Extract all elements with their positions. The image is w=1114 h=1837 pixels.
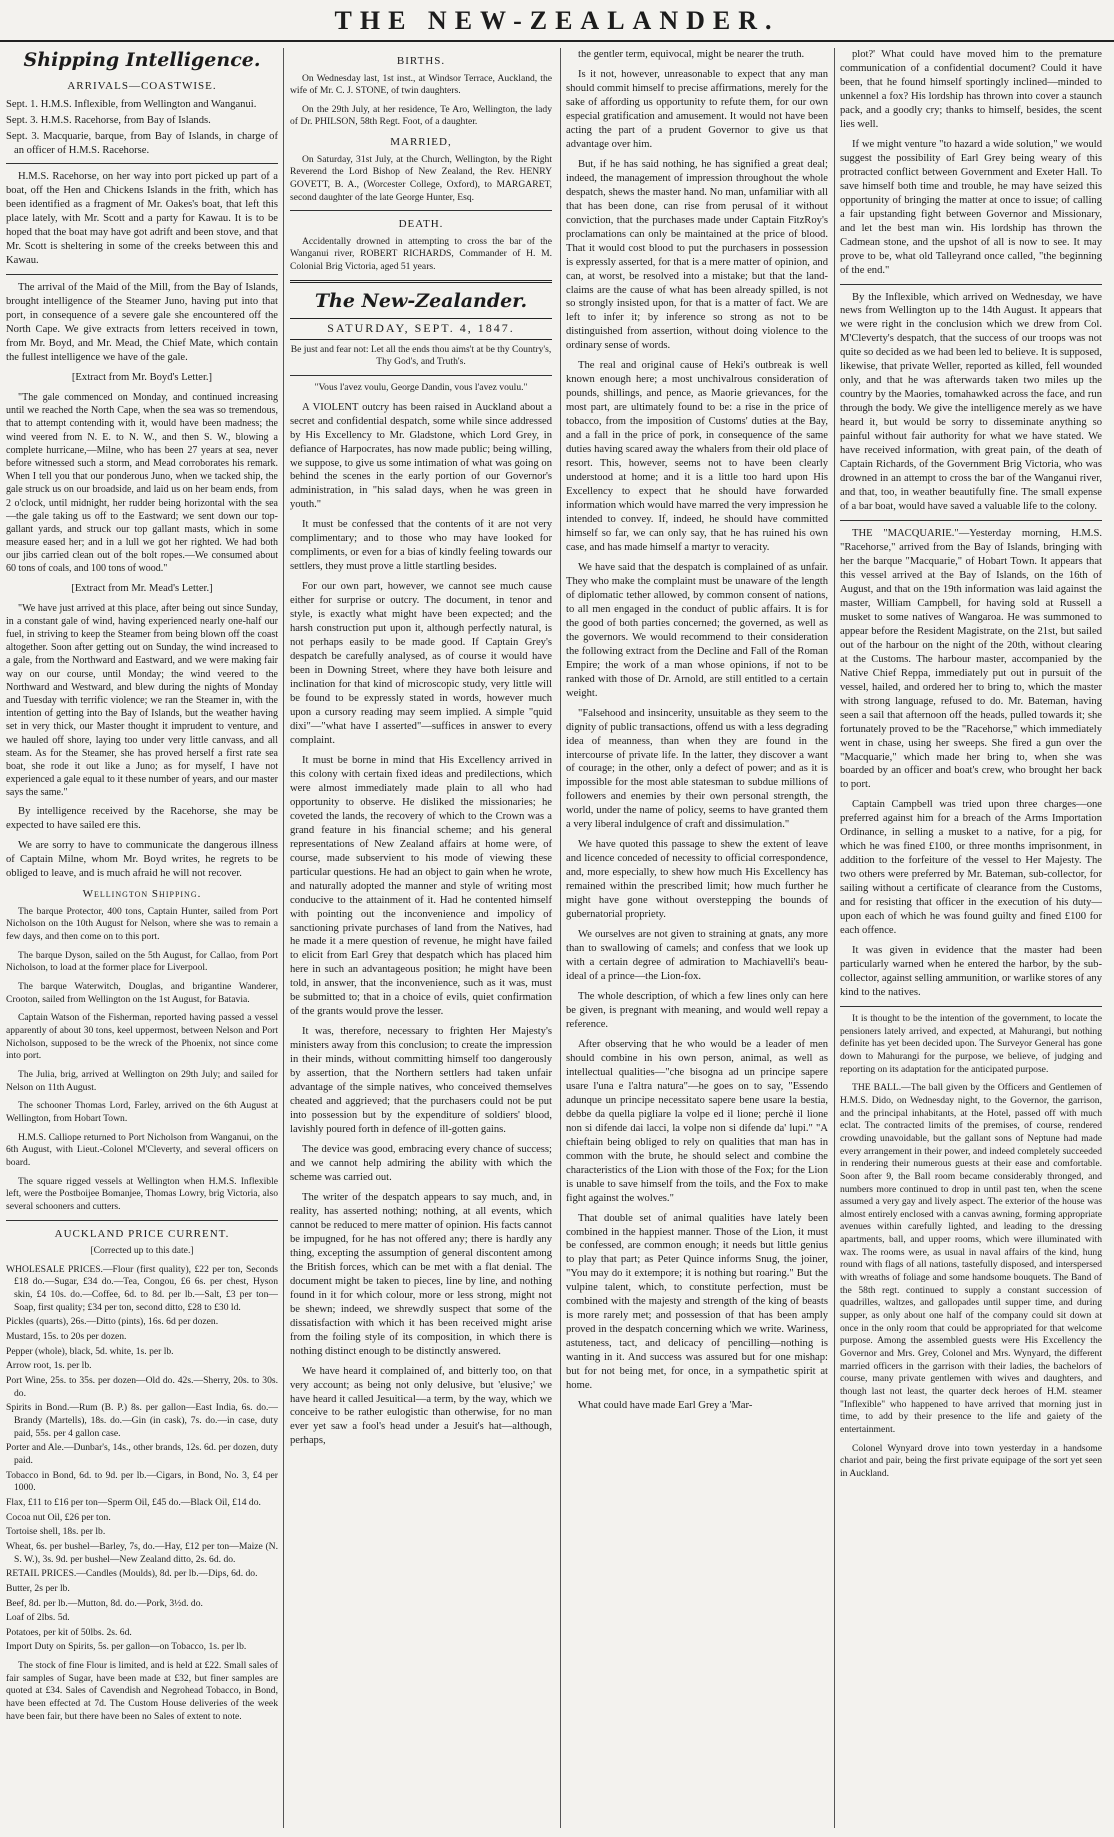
paragraph: The device was good, embracing every chance of success; and we cannot help admiring the ability with which the scheme was carried out. [290, 1144, 552, 1183]
divider [840, 284, 1102, 285]
column-2 [290, 48, 552, 1828]
list-item: Loaf of 2lbs. 5d. [6, 1612, 70, 1624]
paragraph: It must be confessed that the contents of it are not very complimentary; and to those who may have looked for compliments, or even for a bias of kindly feeling towards our settlers, they must prove a little startling besides. [290, 519, 552, 573]
paragraph: THE BALL.—The ball given by the Officers and Gentlemen of H.M.S. Dido, on Wednesday night, to the Governor, the garrison, and the principal inhabitants, at the Hotel, passed off with much eclat. The contracted limits of the premises, of course, rendered crowding unavoidable, but the gallant sons of Neptune had made every arrangement in their power, and indeed completely succeeded in rendering their numerous guests at their ease and comfortable. Soon after 9, the Ball room became considerably thronged, and numbers more continued to drop in until past ten, when the scene assumed a very gay and lively aspect. The exterior of the house was almost entirely enclosed with a canvas awning, forming appropriate avenues within carefully lighted, and leading to the dressing apartments, ball, and upper rooms, which were illuminated with wax. The rooms were, as usual in naval affairs of the kind, hung round with flags of all nations, tastefully disposed, and interspersed with wreaths of foliage and some handsome bouquets. The Band of the 58th regt. continued to supply a constant succession of quadrilles, waltzes, and gallopades until supper time, and during supper, as only about one half of the company could sit down at once in the only room that could be appropriated for that welcome purpose. Among the assembled guests were His Excellency the Governor and Mrs. Grey, Colonel and Mrs. Wynyard, the different married officers in the garrison with their ladies, the bachelors of course, many private gentlemen with wives and daughters, and though last not least, the quarter deck heroes of H.M. steamer "Inflexible" who happened to have arrived that morning just in time, to add by their presence to the life and gaiety of the entertainment. [840, 1082, 1102, 1435]
death-heading: DEATH. [398, 218, 444, 231]
paragraph: The Julia, brig, arrived at Wellington on 29th July; and sailed for Nelson on 11th August. [6, 1069, 278, 1093]
divider [290, 375, 552, 376]
divider [840, 520, 1102, 521]
list-item: Flax, £11 to £16 per ton—Sperm Oil, £45 do.—Black Oil, £14 do. [6, 1496, 261, 1508]
paragraph: We have said that the despatch is complained of as unfair. They who make the complaint must be unaware of the length of diplomatic tether allowed, by common consent of nations, to all men engaged in the conduct of public affairs. It is for the good of both parties concerned; the governed, as well as the governors. We would recommend to their consideration the following extract from the Decline and Fall of the Roman Empire; the work of a man whose opinions, if not to be ranked with those of Dr. Arnold, are still entitled to a certain weight. [566, 561, 828, 699]
list-item: Cocoa nut Oil, £26 per ton. [6, 1511, 111, 1523]
paragraph: We have heard it complained of, and bitterly too, on that very account; as being not only delusive, but 'elusive;' we have heard it called Jesuitical—a term, by the way, which we conceive to be rather eulogistic than otherwise, for no man ever yet saw a fool's head under a Jesuit's hat—although, perhaps, [290, 1365, 552, 1447]
list-item: Pickles (quarts), 26s.—Ditto (pints), 16s. 6d per dozen. [6, 1316, 219, 1328]
paragraph: It was, therefore, necessary to frighten Her Majesty's ministers away from this conclusion; to create the impression in their minds, without committing himself too dangerously by assertion, that the Northern settlers had taken unfair advantage of the simple natives, who conceived themselves cheated and aggrieved; that the purchasers could not be put into possession but by the expenditure of soldiers' blood, lavishly poured forth in defence of ill-gotten gains. [290, 1026, 552, 1136]
editorial-title: The New-Zealander. [314, 289, 528, 312]
price-current-heading: AUCKLAND PRICE CURRENT. [54, 1227, 230, 1240]
paragraph: Captain Campbell was tried upon three charges—one preferred against him for a breach of the Arms Importation Ordinance, in selling a musket to a native, for a pig, for which he was fined £100, or three months imprisonment, in addition to the forfeiture of the vessel to Her Majesty. The two others were preferred by Mr. Bateman, sub-collector, for sailing without a certificate of clearance from the Customs, and for resisting that officer in the execution of his duty—upon each of which he was found guilty and fined £100 for each offence. [840, 799, 1102, 937]
paragraph: The barque Protector, 400 tons, Captain Hunter, sailed from Port Nicholson on the 10th August for Nelson, where she was to remain a few days, and then come on to this port. [6, 905, 278, 943]
paragraph: By intelligence received by the Racehorse, she may be expected to have sailed ere this. [6, 806, 278, 832]
paragraph: The barque Waterwitch, Douglas, and brigantine Wanderer, Crooton, sailed from Wellington on the 1st August, for Batavia. [6, 981, 278, 1005]
list-item: Mustard, 15s. to 20s per dozen. [6, 1331, 127, 1343]
column-rule [560, 48, 561, 1828]
paragraph: A VIOLENT outcry has been raised in Auckland about a secret and confidential despatch, some while since addressed by His Excellency to Mr. Gladstone, which Lord Grey, in defiance of Harpocrates, has now made public; being willing, we suppose, to give us some intimation of what was going on behind the scenes in the early portion of our Governor's administration, in "his salad days, when he was green in youth." [290, 401, 552, 511]
list-item: Butter, 2s per lb. [6, 1582, 70, 1594]
list-item: WHOLESALE PRICES.—Flour (first quality), £22 per ton, Seconds £18 do.—Sugar, £34 do.—Tea, Congou, £6 6s. per chest, Hyson skin, £4 10s. do.—Coffee, 6d. to 8d. per lb.—Salt, £3 per ton—Soap, first quality; £34 per ton, second ditto, £28 to £30 ld. [6, 1263, 278, 1313]
paragraph: The schooner Thomas Lord, Farley, arrived on the 6th August at Wellington, from Hobart Town. [6, 1100, 278, 1124]
paragraph: On Wednesday last, 1st inst., at Windsor Terrace, Auckland, the wife of Mr. C. J. STONE, of twin daughters. [290, 72, 552, 97]
paragraph: Colonel Wynyard drove into town yesterday in a handsome chariot and pair, being the first private equipage of the sort yet seen in Auckland. [840, 1442, 1102, 1479]
list-item: Beef, 8d. per lb.—Mutton, 8d. do.—Pork, 3½d. do. [6, 1597, 203, 1609]
extract-heading: [Extract from Mr. Boyd's Letter.] [71, 372, 213, 384]
price-list [6, 1264, 278, 1654]
divider [6, 163, 278, 164]
paragraph: It is thought to be the intention of the government, to locate the pensioners lately arrived, and expected, at Mahurangi, but nothing definite has yet been decided upon. The Surveyor General has gone down to Mahurangi for the purpose, we believe, of judging and reporting on its adaptation for the anticipated purpose. [840, 1012, 1102, 1075]
motto: Be just and fear not: Let all the ends thou aims't at be thy Country's, Thy God's, and Truth's. [290, 343, 552, 368]
column-rule [834, 48, 835, 1828]
paragraph: The whole description, of which a few lines only can here be given, is pregnant with meaning, and would well repay a reference. [566, 991, 828, 1030]
paragraph: The real and original cause of Heki's outbreak is well known enough here; a most unchivalrous consideration of pounds, shillings, and pence, as Maorie grievances, for the most part, are ultimately found to be: a rise in the price of tobacco, from the imposition of Customs' duties at the Bay, and a fall in the price of pork, in consequence of the same duties having scared away the whalers from their old place of resort. This, however, seems not to have been clearly understood at home; and it is a little too hard upon His Excellency to expect that he should have forwarded information which would have marred the very impression he intended to convey. If, indeed, he should have committed himself so far, we can only say, that he has ruined his own case, and has made himself a martyr to veracity. [566, 360, 828, 553]
list-item: Sept. 3. H.M.S. Racehorse, from Bay of Islands. [6, 114, 211, 126]
list-item: Potatoes, per kit of 50lbs. 2s. 6d. [6, 1626, 132, 1638]
married-heading: MARRIED, [390, 136, 452, 149]
paragraph: On the 29th July, at her residence, Te Aro, Wellington, the lady of Dr. PHILSON, 58th Regt. Foot, of a daughter. [290, 103, 552, 128]
paragraph: The writer of the despatch appears to say much, and, in reality, has asserted nothing; nothing, at all events, which cannot be reduced to mere matter of opinion. His facts cannot be impugned, for he has not offered any; there is hardly any thing, excepting the assumption of general discontent among the British forces, which can be met with a flat denial. The document might be taken to pieces, line by line, and nothing found in it for which colour, more or less strong, might not be shewn; indeed, we shrewdly suspect that some of the dissatisfaction with which it has been received might arise from the foiling style of its composition, in which there is nothing distinct enough to be distinctly answered. [290, 1191, 552, 1357]
arrivals-list [6, 98, 278, 158]
list-item: Sept. 3. Macquarie, barque, from Bay of Islands, in charge of an officer of H.M.S. Racehorse. [6, 130, 278, 156]
list-item: Arrow root, 1s. per lb. [6, 1360, 92, 1372]
paragraph: the gentler term, equivocal, might be nearer the truth. [578, 49, 805, 60]
births-heading: BIRTHS. [396, 55, 446, 67]
paragraph: That double set of animal qualities have lately been combined in the happiest manner. Those of the Lion, it must be confessed, are common enough; it needs but little genius to play that part; as Peter Quince informs Snug, the joiner, "You may do it extempore; it is nothing but roaring." But the vulpine talent, which, to constitute perfection, must be combined with the majesty and strength of the king of beasts is more rarely met; and possession of that has been amply proved in the despatch concerning which we write. Wariness, astuteness, tact, and delicacy of pencilling—nothing is wanting in it. And success was assured but for one mishap: but for not being met, for once, in a sympathetic spirit at home. [566, 1212, 828, 1392]
column-3 [566, 48, 828, 1828]
paragraph: For our own part, however, we cannot see much cause either for surprise or outcry. The document, in tenor and style, is exactly what might have been expected; and the harsh construction put upon it, although perfectly natural, is not perhaps easily to be made good. If Captain Grey's despatch be carefully analysed, as of course it would have been in Downing Street, where they have both leisure and inclination for that kind of microscopic study, very little will be found to be expressly stated in words, however much upon a cursory reading may seem implied. A simple "quid dixi"—"what have I asserted"—suffices in answer to every complaint. [290, 581, 552, 746]
paragraph: What could have made Earl Grey a 'Mar- [578, 1400, 753, 1412]
paragraph: It must be borne in mind that His Excellency arrived in this colony with certain fixed ideas and predilections, which were almost immediately made plain to all who had opportunity to observe. He disliked the missionaries; he coveted the lands, the recovery of which to the Crown was a grand feature in his financial scheme; and his general representations of New Zealand affairs at home were, of course, made subservient to his mode of viewing these particular questions. He had an object to gain when he wrote, and naturally adopted the manner and style of writing most conducive to the attainment of it. Had he contented himself with pointing out the inconvenience and impolicy of sanctioning private purchases of land from the Natives, had he made it a mere question of revenue, he might have failed to elicit from Earl Grey that despatch which has placed him here in such an advantageous position; he might have been told, in answer, that the inconvenience, such as it was, must be submitted to; that in a choice of evils, quiet confirmation of the grants would prove the lesser. [290, 754, 552, 1018]
paragraph: But, if he has said nothing, he has signified a great deal; indeed, the management of impression throughout the whole despatch, shews the master hand. No man, unfamiliar with all that has been done, can rise from perusal of it without conviction, that the purchases made under Captain FitzRoy's proclamations can only be maintained at the price of blood. That it would cost blood to put the purchasers in possession is expressly asserted, for that is a mere matter of opinion, and can, at worst, be resolved into a mistake; but that the land-claims are the cause of what has been already spilled, is not so strongly insisted upon, for that is a matter of fact. We are left to infer it; by inference so strong as not to be distinguished from assertion, without doing violence to the ordinary sense of words. [566, 158, 828, 352]
list-item: Tortoise shell, 18s. per lb. [6, 1526, 106, 1538]
list-item: Pepper (whole), black, 5d. white, 1s. per lb. [6, 1345, 174, 1357]
paragraph: We have quoted this passage to shew the extent of leave and licence conceded of necessity to official correspondence, and, more especially, to shew how much His Excellency has remained within the prescribed limit; how much further he might have gone without overstepping the bounds of gubernatorial propriety. [566, 839, 828, 921]
paragraph: plot?' What could have moved him to the premature communication of a confidential document? Could it have been, that he found himself sportingly inclined—minded to unkennel a fox? His lordship has thrown into cover a staunch pack, and a goodly cry; thanks to himself, besides, the scent lies well. [840, 49, 1102, 130]
column-rule [283, 48, 284, 1828]
paragraph: Is it not, however, unreasonable to expect that any man should commit himself to precise affirmations, merely for the sake of affording us opportunity to refute them, for our own especial gratification and amusement. It would not have been acting the part of a prudent Governor to give us that advantage over him. [566, 68, 828, 150]
paragraph: If we might venture "to hazard a wide solution," we would suggest the possibility of Earl Grey being weary of this protracted conflict between Government and Exeter Hall. To save himself both time and trouble, he may have seized this opportunity of bringing the matter at once to issue; of calling a fair upstanding fight between Governor and Missionary, and let the best man win. His lordship has thrown the Cadmean stone, and the upshot of all is now to see. It may prove to be, what old Talleyrand once called, "the beginning of the end." [840, 138, 1102, 276]
paragraph: THE "MACQUARIE."—Yesterday morning, H.M.S. "Racehorse," arrived from the Bay of Islands, bringing with her the barque "Macquarie," of Hobart Town. It appears that this vessel arrived at the Bay of Islands, on the 16th of August, and that on the 19th information was laid against the master, William Campbell, for having sold at Russell a musket to some natives of Wangaroa. He was summoned to appear before the Resident Magistrate, on the 21st, but sailed out of the harbour on the night of the 20th, without clearing at the Customs. The harbour master, accompanied by the Native Chief Reppa, immediately put out in pursuit of the vessel, hailed, and ordered her to bring to, which the master with strong language, refused to do. Mr. Bateman, having seen a sail that afternoon off the heads, pulled towards it; she fortunately proved to be the "Racehorse," which immediately went in chase, using her sweeps. She fired a gun over the "Macquarie," which made her bring to, when she was boarded by an officer and boat's crew, who brought her back to port. [840, 528, 1102, 791]
epigraph: "Vous l'avez voulu, George Dandin, vous l'avez voulu." [314, 381, 528, 393]
extract-heading: [Extract from Mr. Mead's Letter.] [71, 582, 213, 594]
list-item: Import Duty on Spirits, 5s. per gallon—on Tobacco, 1s. per lb. [6, 1641, 247, 1653]
price-note: [Corrected up to this date.] [90, 1245, 194, 1257]
paragraph: After observing that he who would be a leader of men should combine in his own person, animal, as well as intellectual qualities—"che bisogna ad un principe sapere usare l'una e l'altra natura"—he goes on to say, "Essendo adunque un principe necessitato sapere bene usare la bestia, debbe da quella pigliare la volpe ed il lione; perchè il lione non si difende dai lacci, la volpe non si difende da' lupi." "A chieftain being obliged to rely on qualities that man has in common with the brute, he should select and combine the characteristics of the Lion with those of the Fox; for the Lion is unable to save himself from the toils, and the Fox to make fight against the wolves." [566, 1038, 828, 1204]
quote: "The gale commenced on Monday, and continued increasing until we reached the North Cape, when the sea was so tremendous, that to attempt contending with it, would have been madness; the wind veered from N. E. to N. W., and then S. W., blowing a complete hurricane,—Milne, who has been 27 years at sea, never before witnessed such a storm, and Mead corroborates his remark. When I tell you that our ponderous Juno, when we tacked ship, the gale struck us on our broadside, and laid us on her beam ends, from 2 o'clock, until midnight, her rudder being horizontal with the sea—the gale taking us off to the Eastward; we sent down our top-gallant yards, and struck our top gallant masts, which in some measure eased her; and in a lull we got her righted. We had both our jibs carried clean out of the bolt ropes.—We consumed about 60 tons of coals, and 100 tons of wood." [6, 392, 278, 575]
list-item: Sept. 1. H.M.S. Inflexible, from Wellington and Wanganui. [6, 98, 257, 110]
divider [290, 280, 552, 283]
divider [6, 274, 278, 275]
paragraph: The barque Dyson, sailed on the 5th August, for Callao, from Port Nicholson, to load at the former place for Liverpool. [6, 949, 278, 974]
list-item: Spirits in Bond.—Rum (B. P.) 8s. per gallon—East India, 6s. do.—Brandy (Martells), 18s. do.—Gin (in cask), 7s. do.—in case, duty paid, 55s. per 4 gallon case. [6, 1402, 278, 1439]
paragraph: Captain Watson of the Fisherman, reported having passed a vessel apparently of about 30 tons, keel uppermost, between Nelson and Port Nicholson, supposed to be the wreck of the Phoenix, not since come into port. [6, 1012, 278, 1062]
divider [840, 1006, 1102, 1007]
list-item: Tobacco in Bond, 6d. to 9d. per lb.—Cigars, in Bond, No. 3, £4 per 1000. [6, 1469, 278, 1494]
divider [6, 1220, 278, 1221]
paragraph: On Saturday, 31st July, at the Church, Wellington, by the Right Reverend the Lord Bishop of New Zealand, the Rev. HENRY GOVETT, B. A., (Worcester College, Oxford), to MARGARET, second daughter of the late George Hunter, Esq. [290, 153, 552, 203]
paragraph: It was given in evidence that the master had been particularly warned when he entered the harbor, by the sub-collector, against selling ammunition, or warlike stores of any kind to the natives. [840, 945, 1102, 998]
paragraph: By the Inflexible, which arrived on Wednesday, we have news from Wellington up to the 14th August. It appears that we were right in the conclusion which we drew from Col. M'Cleverty's despatch, that the success of our troops was not quite so decided as we had been led to believe. It is supposed, likewise, that private Weller, reported as killed, fell wounded only, and that he was afterwards taken two miles up the country by the Maories, tomahawked across the face, and run through the body. We give the intelligence merely as we have heard it, but would be sorry to disseminate anything so painful without fair authority for what we have stated. We have received information, with great pain, of the death of Captain Richards, of the Government Brig Victoria, who was drowned in an attempt to cross the bar of the Wanganui river, and that, too, in weather beautifully fine. The small expense of a bar boat, would have saved a valuable life to the colony. [840, 291, 1102, 513]
list-item: Port Wine, 25s. to 35s. per dozen—Old do. 42s.—Sherry, 20s. to 30s. do. [6, 1375, 278, 1399]
divider [290, 210, 552, 211]
dateline: SATURDAY, SEPT. 4, 1847. [290, 318, 552, 340]
paragraph: The square rigged vessels at Wellington when H.M.S. Inflexible left, were the Postboijee Bomanjee, Thomas Lowry, brig Victoria, also several schooners and cutters. [6, 1175, 278, 1212]
paragraph: We are sorry to have to communicate the dangerous illness of Captain Milne, whom Mr. Boyd writes, he regrets to be obliged to leave, and is much afraid he will not recover. [6, 840, 278, 880]
column-1 [6, 48, 278, 1828]
list-item: Wheat, 6s. per bushel—Barley, 7s, do.—Hay, £12 per ton—Maize (N. S. W.), 3s. 9d. per bushel—New Zealand ditto, 2s. 6d. do. [6, 1540, 278, 1565]
masthead: THE NEW-ZEALANDER. [0, 0, 1114, 42]
paragraph: We ourselves are not given to straining at gnats, any more than to swallowing of camels; and confess that we look up with a certain degree of admiration to Machiavelli's beau-ideal of a prince—the Lion-fox. [566, 929, 828, 983]
paragraph: H.M.S. Racehorse, on her way into port picked up part of a boat, off the Hen and Chickens Islands in the frith, which has been identified as a fragment of Mr. Oakes's boat, that left this place lately, with Mr. Scott and a party for Kawau. It is to be hoped that the boat may have got adrift and been stove, and that Mr. Scott is sheltering in some of the creeks between this and Kawau. [6, 171, 278, 267]
quote: "We have just arrived at this place, after being out since Sunday, in a constant gale of wind, having experienced nearly one-half our fuel, in striving to keep the Steamer from being blown off the coast altogether. Soon after getting out on Sunday, the wind increased to a gale, from the Northward and Eastward, and we were making fair way on our course, until Monday; the wind veered to the Northward and Westward, and blew during the nights of Monday and Tuesday with terrific violence; we ran the Steamer in, with the intention of getting into the Bay of Islands, but the weather having set in very thick, our Master thought it imprudent to venture, and we hauled off shore, laying too under very little canvass, and all steam. As for the Steamer, she has proved herself a first rate sea boat, she rode it out like a Juno; as for myself, I have not experienced a gale equal to it these number of years, and our master says the same." [6, 602, 278, 799]
list-item: Porter and Ale.—Dunbar's, 14s., other brands, 12s. 6d. per dozen, duty paid. [6, 1442, 278, 1466]
column-4 [840, 48, 1102, 1828]
section-heading-shipping: Shipping Intelligence. [23, 49, 261, 71]
paragraph: "Falsehood and insincerity, unsuitable as they seem to the dignity of public transactions, offend us with a less degrading idea of meanness, than when they are found in the intercourse of private life. In the latter, they discover a want of courage; in the other, only a defect of power; and as it is impossible for the most able statesman to subdue millions of followers and enemies by their own personal strength, the world, under the name of policy, seems to have granted them a very liberal indulgence of craft and dissimulation." [566, 707, 828, 831]
paragraph: The arrival of the Maid of the Mill, from the Bay of Islands, brought intelligence of the Steamer Juno, having put into that port, in consequence of a severe gale she encountered off the North Cape. We give extracts from letters received in town, from Mr. Boyd, and Mr. Mead, the Chief Mate, which contain the fullest intelligence we have of the gale. [6, 282, 278, 364]
arrivals-subheading: ARRIVALS—COASTWISE. [67, 80, 217, 93]
paragraph: The stock of fine Flour is limited, and is held at £22. Small sales of fair samples of Sugar, have been made at £32, but finer samples are quoted at £34. Sales of Cavendish and Negrohead Tobacco, in Bond, have been effected at 7d. The Custom House deliveries of the week have been fair, but there have been no Sales of extent to note. [6, 1660, 278, 1722]
list-item: RETAIL PRICES.—Candles (Moulds), 8d. per lb.—Dips, 6d. do. [6, 1568, 258, 1580]
paragraph: H.M.S. Calliope returned to Port Nicholson from Wanganui, on the 6th August, with Lieut.-Colonel M'Cleverty, and several officers on board. [6, 1131, 278, 1168]
wellington-heading: Wellington Shipping. [82, 888, 202, 901]
paragraph: Accidentally drowned in attempting to cross the bar of the Wanganui river, ROBERT RICHARDS, Commander of H. M. Colonial Brig Victoria, aged 51 years. [290, 235, 552, 273]
